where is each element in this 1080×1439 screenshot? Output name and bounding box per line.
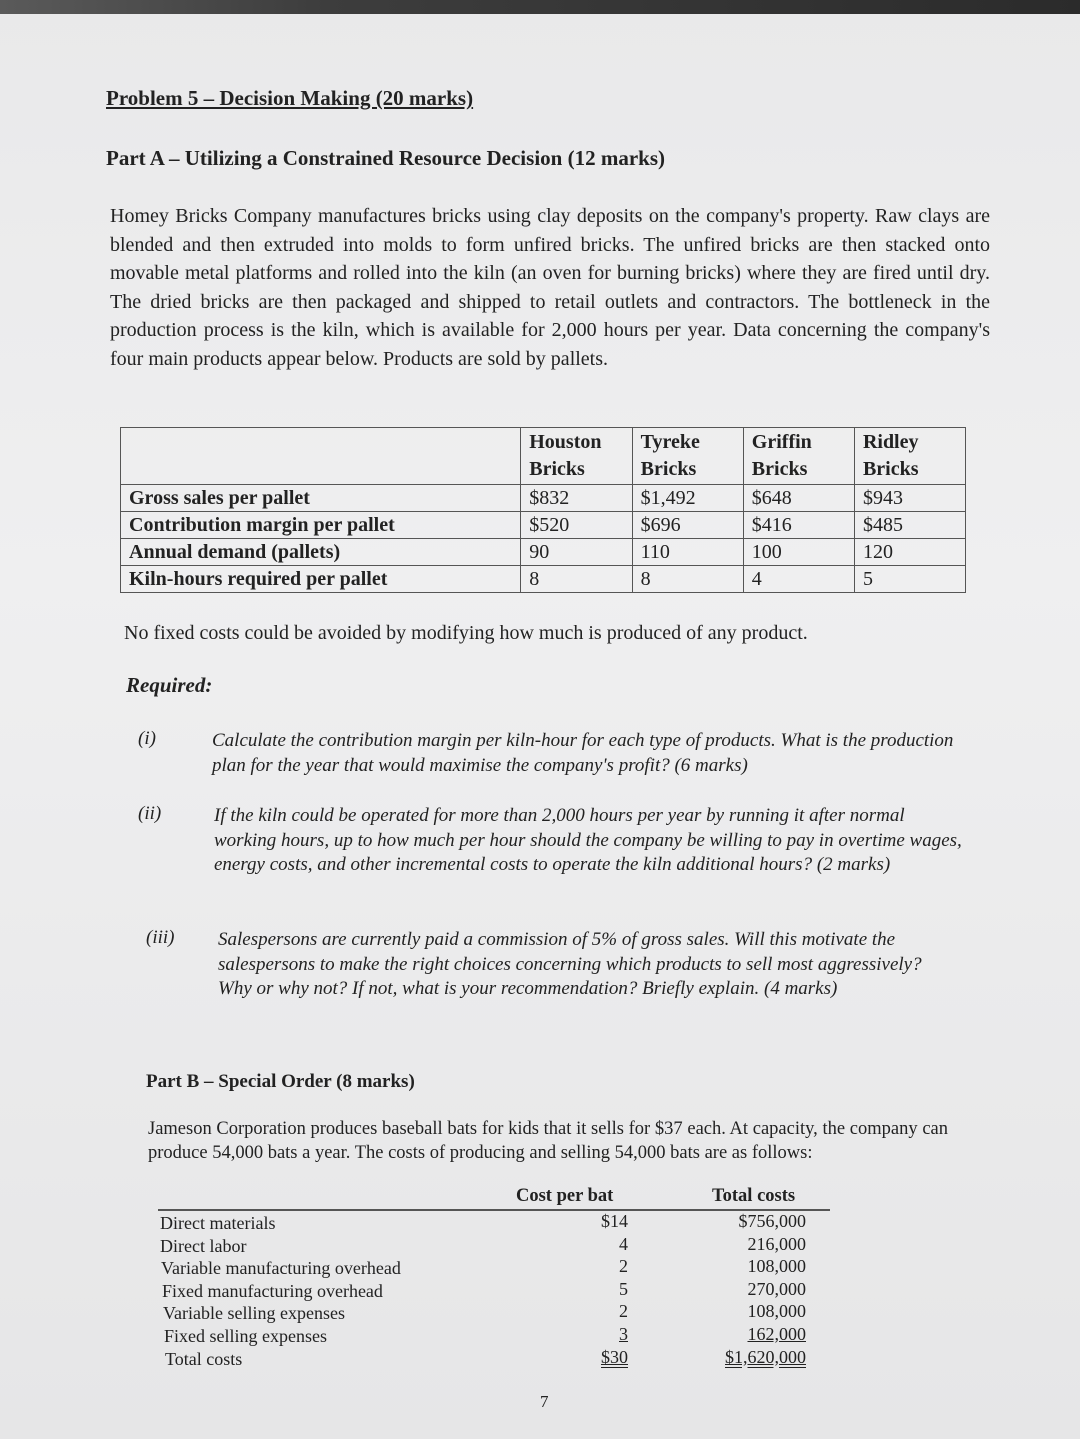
table-header-blank [121, 428, 521, 485]
fixed-costs-note: No fixed costs could be avoided by modifying how much is produced of any product. [124, 622, 808, 644]
table-header-row [121, 428, 966, 485]
table-cell: $520 [521, 512, 632, 539]
part-b-paragraph: Jameson Corporation produces baseball bats for kids that it sells for $37 each. At capacity, the company can produce 54,000 bats a year. The costs of producing and selling 54,000 bats are as follows: [148, 1119, 948, 1163]
table-cell: 90 [521, 539, 632, 566]
required-label: Required: [126, 673, 213, 697]
total-cost: 108,000 [747, 1256, 806, 1276]
total-cost-total: $1,620,000 [725, 1347, 806, 1367]
table-cell: $696 [632, 512, 743, 539]
column-header-houston: Houston Bricks [521, 428, 632, 485]
row-label: Annual demand (pallets) [121, 539, 521, 566]
table-cell: $832 [521, 485, 632, 512]
table-cell: 120 [854, 539, 965, 566]
cost-row-label: Fixed selling expenses [164, 1326, 327, 1346]
table-cell: 8 [632, 566, 743, 593]
table-row [121, 566, 966, 593]
column-header-ridley: Ridley Bricks [854, 428, 965, 485]
total-cost: 270,000 [747, 1279, 806, 1299]
table-cell: 110 [632, 539, 743, 566]
table-row [121, 485, 966, 512]
row-label: Contribution margin per pallet [121, 512, 521, 539]
row-label: Kiln-hours required per pallet [121, 566, 521, 593]
total-costs-header: Total costs [712, 1186, 796, 1206]
cost-per-bat: 2 [619, 1301, 628, 1321]
table-cell: $1,492 [632, 485, 743, 512]
table-cell: $648 [743, 485, 854, 512]
cost-per-bat-header: Cost per bat [516, 1186, 614, 1206]
cost-row-label: Variable selling expenses [163, 1303, 345, 1323]
total-cost: 216,000 [747, 1234, 806, 1254]
column-header-griffin: Griffin Bricks [743, 428, 854, 485]
table-cell: $416 [743, 512, 854, 539]
page-number: 7 [540, 1392, 549, 1411]
row-label: Gross sales per pallet [121, 485, 521, 512]
cost-per-bat: $14 [601, 1211, 628, 1231]
question-number: (i) [138, 728, 156, 749]
problem-title: Problem 5 – Decision Making (20 marks) [106, 86, 474, 110]
total-cost: 108,000 [747, 1301, 806, 1321]
table-row [121, 512, 966, 539]
question-text: Calculate the contribution margin per kiln-hour for each type of products. What is the production plan for the year that would maximise the company's profit? (6 marks) [212, 730, 954, 776]
question-text: If the kiln could be operated for more than 2,000 hours per year by running it after normal working hours, up to how much per hour should the company be willing to pay in overtime wages, energy costs, and other incremental costs to operate the kiln additional hours? (2 marks) [214, 805, 962, 875]
question-text: Salespersons are currently paid a commission of 5% of gross sales. Will this motivate the salespersons to make the right choices concerning which products to sell most aggressively? Why or why not? If not, what is your recommendation? Briefly explain. (4 marks) [218, 929, 922, 999]
cost-per-bat: 3 [619, 1324, 628, 1344]
table-cell: 4 [743, 566, 854, 593]
total-cost: $756,000 [738, 1211, 806, 1231]
screen-edge [0, 0, 1080, 14]
cost-row-label: Direct labor [160, 1236, 247, 1256]
cost-row-label: Variable manufacturing overhead [161, 1258, 401, 1278]
cost-per-bat: 5 [619, 1279, 628, 1299]
question-number: (iii) [146, 927, 175, 948]
table-cell: $943 [854, 485, 965, 512]
part-b-heading: Part B – Special Order (8 marks) [146, 1071, 415, 1092]
table-cell: 5 [854, 566, 965, 593]
table-row [121, 539, 966, 566]
column-header-tyreke: Tyreke Bricks [632, 428, 743, 485]
total-cost: 162,000 [747, 1324, 806, 1344]
part-a-paragraph: Homey Bricks Company manufactures bricks using clay deposits on the company's property. Raw clays are blended and then extruded into molds to form unfired bricks. The unfired bricks are then stacked onto movable metal platforms and rolled into the kiln (an oven for burning bricks) where they are fired until dry. The dried bricks are then packaged and shipped to retail outlets and contractors. The bottleneck in the production process is the kiln, which is available for 2,000 hours per year. Data concerning the company's four main products appear below. Products are sold by pallets. [110, 205, 990, 370]
cost-row-label: Direct materials [160, 1213, 276, 1233]
cost-row-label: Fixed manufacturing overhead [162, 1281, 383, 1301]
product-data-table [120, 427, 966, 593]
question-number: (ii) [138, 803, 162, 824]
table-cell: 8 [521, 566, 632, 593]
table-cell: $485 [854, 512, 965, 539]
table-cell: 100 [743, 539, 854, 566]
part-a-heading: Part A – Utilizing a Constrained Resource Decision (12 marks) [106, 146, 665, 170]
cost-row-label-total: Total costs [165, 1349, 243, 1369]
cost-per-bat: 2 [619, 1256, 628, 1276]
cost-per-bat: 4 [619, 1234, 628, 1254]
cost-per-bat-total: $30 [601, 1347, 628, 1367]
